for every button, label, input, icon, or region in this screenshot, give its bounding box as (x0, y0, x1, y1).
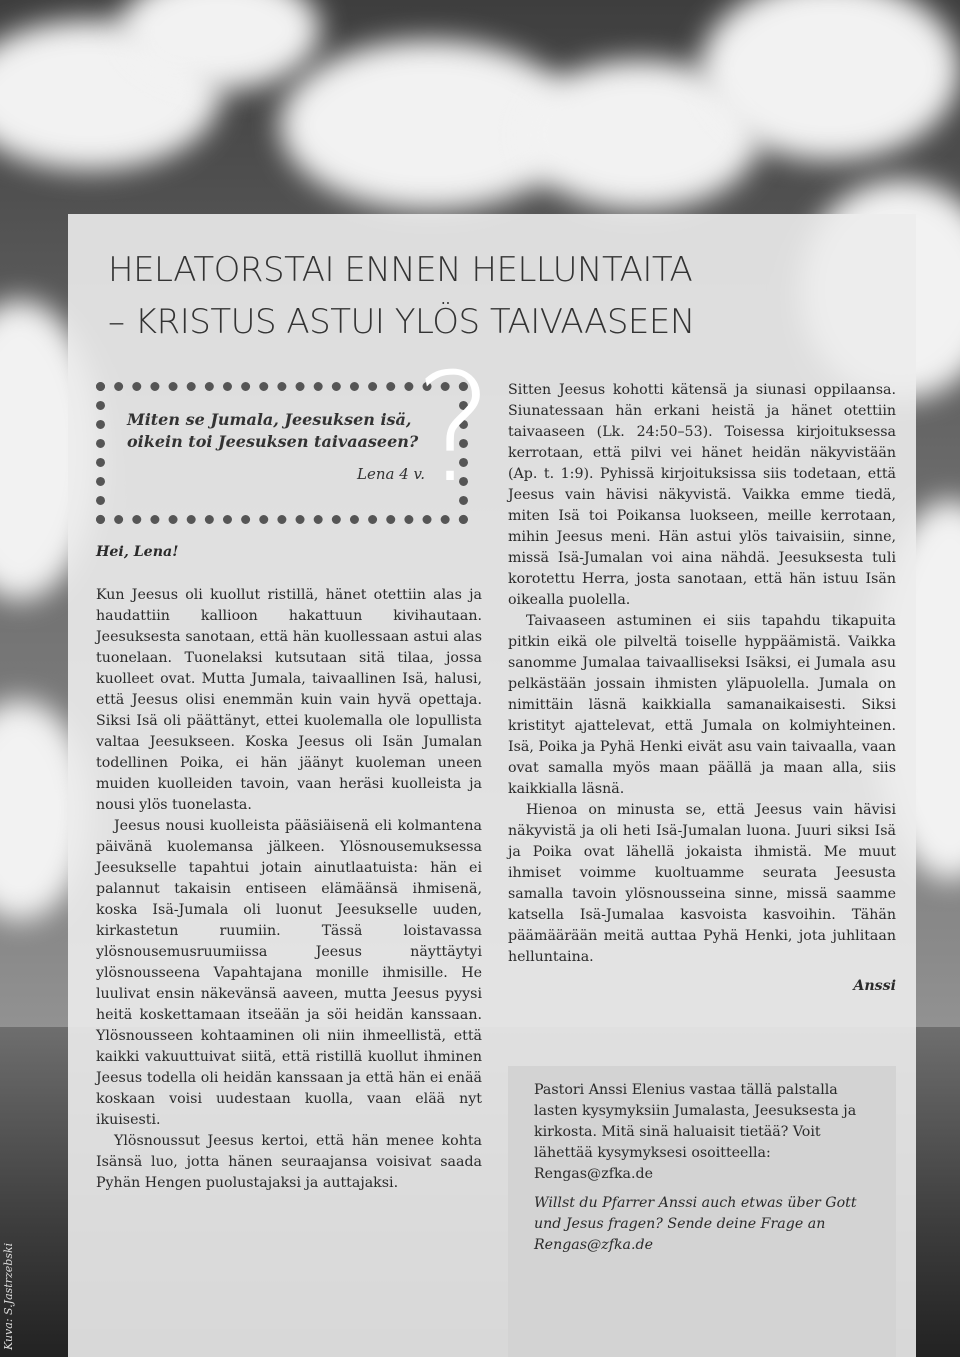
question-line-2: oikein toi Jeesuksen taivaaseen? (127, 432, 419, 451)
paragraph: Jeesus nousi kuolleista pääsiäisenä eli kolmantena päivänä kuolemansa jälkeen. Ylösnousemuksessa Jeesukselle tapahtui jotain ainutlaatuista: hän ei palannut takaisin entiseen elämäänsä ihmisenä, koska Isä-Jumala oli luonut Jeesukselle uuden, kirkastetun ruumiin. Tässä loistavassa ylösnousemusruumiissa Jeesus näyttäytyi ylösnousseena Vapahtajana monille ihmisille. He luulivat ensin näkevänsä aaveen, mutta Jeesus pyysi heitä koskettamaan itseään ja söi heidän kanssaan. Ylösnousseen kohtaaminen oli niin ihmeellistä, että kaikki vakuuttuivat siitä, että ristillä kuollut ihminen Jeesus todella oli heidän kanssaan ja että hän ei enää koskaan voisi uudestaan kuolla, vaan elää nyt ikuisesti. (96, 818, 482, 1128)
info-box (508, 1066, 896, 1357)
title-line-2: – KRISTUS ASTUI YLÖS TAIVAASEEN (108, 302, 695, 342)
author-signature: Anssi (853, 978, 896, 994)
photo-credit: Kuva: S.Jastrzebski (2, 1242, 15, 1350)
column-right (508, 380, 896, 997)
greeting: Hei, Lena! (96, 544, 179, 560)
question-signature: Lena 4 v. (357, 465, 425, 483)
article-title (108, 244, 898, 348)
question-mark-icon: ? (414, 342, 494, 516)
article-panel (68, 214, 916, 1357)
paragraph: Ylösnoussut Jeesus kertoi, että hän menee kohta Isänsä luo, jotta hänen seuraajansa voisivat saada Pyhän Hengen puolustajaksi ja auttajaksi. (96, 1133, 482, 1191)
column-left (96, 542, 482, 1194)
question-box (96, 382, 468, 524)
paragraph: Taivaaseen astuminen ei siis tapahdu tikapuita pitkin eikä ole pilveltä toiselle hyppäämistä. Vaikka sanomme Jumalaa taivaalliseksi Isäksi, ei Jumala asu pelkästään jossain ihmisten yläpuolella. Jumala on nimittäin läsnä kaikkialla samanaikaisesti. Siksi kristityt ajattelevat, että Jumala on kolmiyhteinen. Isä, Poika ja Pyhä Henki eivät asu vain taivaalla, vaan ovat samalla myös maan päällä ja maan alla, siis kaikkialla läsnä. (508, 613, 896, 797)
paragraph: Sitten Jeesus kohotti kätensä ja siunasi oppilaansa. Siunatessaan hän erkani heistä ja hänet otettiin taivaaseen (Lk. 24:50–53). Toisessa kirjoituksessa kerrotaan, että pilvi vei hänet heidän näkyvistään (Ap. t. 1:9). Pyhissä kirjoituksissa siis todetaan, että Jeesus vain hävisi näkyvistä. Vaikka emme tiedä, miten Isä toi Poikansa luokseen, meille kerrotaan, mihin Jeesus meni. Hän astui ylös taivaisiin, sinne, missä Isä-Jumalan voi aina nähdä. Jeesuksesta tuli korotettu Herra, josta sanotaan, että hän istuu Isän oikealla puolella. (508, 382, 896, 608)
title-line-1: HELATORSTAI ENNEN HELLUNTAITA (108, 250, 693, 290)
info-german: Willst du Pfarrer Anssi auch etwas über Gott und Jesus fragen? Sende deine Frage an Rengas@zfka.de (534, 1195, 857, 1253)
info-finnish: Pastori Anssi Elenius vastaa tällä palstalla lasten kysymyksiin Jumalasta, Jeesuksesta ja kirkosta. Mitä sinä haluaisit tietää? Voit lähettää kysymyksesi osoitteella: Rengas@zfka.de (534, 1082, 857, 1182)
question-line-1: Miten se Jumala, Jeesuksen isä, (127, 410, 412, 429)
question-text (127, 409, 447, 453)
info-text (534, 1080, 872, 1256)
paragraph: Hienoa on minusta se, että Jeesus vain hävisi näkyvistä ja oli heti Isä-Jumalan luona. Juuri siksi Isä ja Poika ovat lähellä jokaista ihmistä. Me muut ihmiset voimme kuoltuamme seurata Jeesusta samalla tavoin ylösnousseina sinne, missä saamme katsella Isä-Jumalaa kasvoista kasvoihin. Tähän päämäärään meitä auttaa Pyhä Henki, jota juhlitaan helluntaina. (508, 802, 896, 965)
paragraph: Kun Jeesus oli kuollut ristillä, hänet otettiin alas ja haudattiin kallioon hakattuun kivihautaan. Jeesuksesta sanotaan, että hän kuollessaan astui alas tuonelaan. Tuonelaksi kutsutaan sitä tilaa, jossa kuolleet ovat. Mutta Jumala, taivaallinen Isä, halusi, että Jeesus olisi enemmän kuin vain hyvä opettaja. Siksi Isä oli päättänyt, ettei kuolemalla ole lopullista valtaa Jeesukseen. Koska Jeesus oli Isän Jumalan todellinen Poika, ei hän jäänyt kuoleman uneen muiden kuolleiden tavoin, vaan heräsi kuolleista ja nousi ylös tuonelasta. (96, 587, 482, 813)
